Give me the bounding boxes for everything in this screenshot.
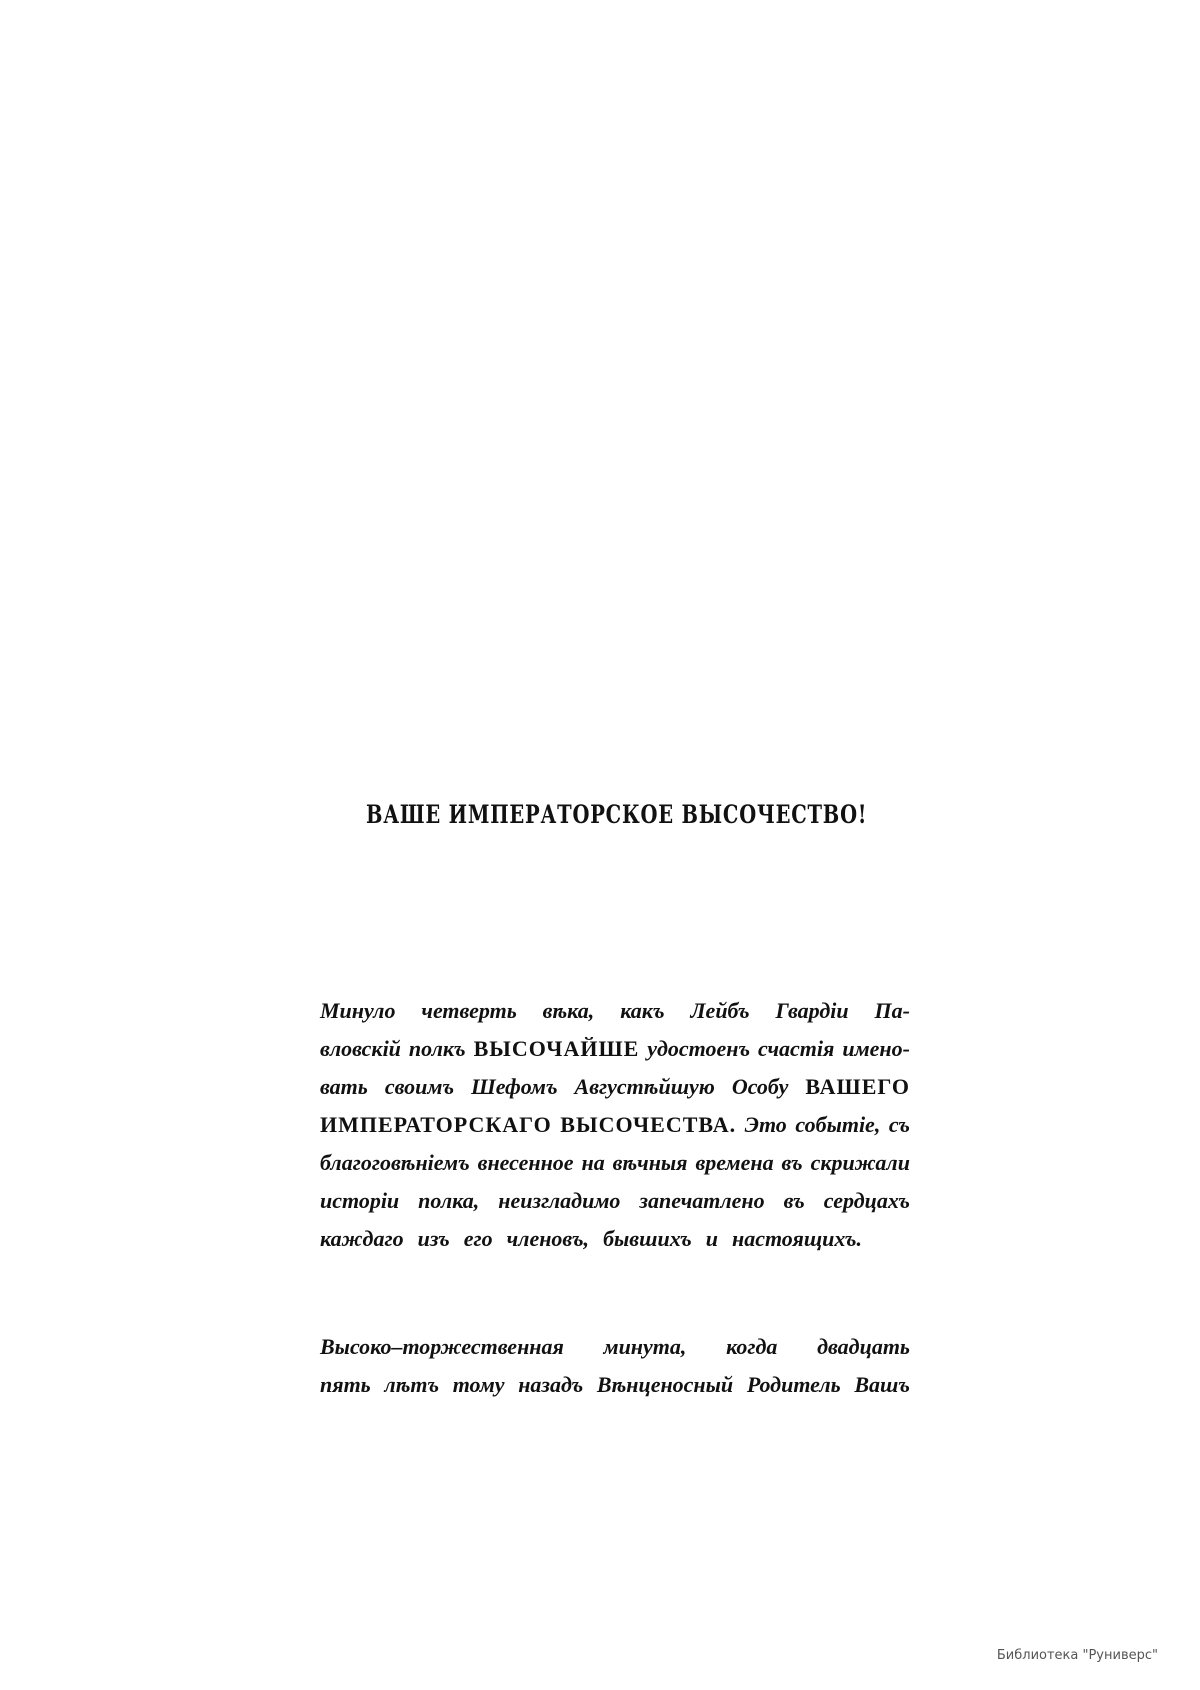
word: назадъ (518, 1372, 584, 1397)
text-line (320, 1328, 910, 1366)
word: членовъ, (506, 1226, 590, 1251)
text-line (320, 1030, 910, 1068)
word: исторіи (320, 1188, 400, 1213)
text-line (320, 992, 910, 1030)
word: ИМПЕРАТОРСКАГО (320, 1112, 552, 1137)
word: ВЫСОЧЕСТВА. (560, 1112, 737, 1137)
word: какъ (620, 998, 665, 1023)
word: Вѣнценосный (596, 1372, 734, 1397)
heading: ВАШЕ ИМПЕРАТОРСКОЕ ВЫСОЧЕСТВО! (366, 800, 868, 829)
word: Августѣйшую (574, 1074, 715, 1099)
word: минута, (603, 1334, 687, 1359)
word: имено- (842, 1036, 910, 1061)
word: внесенное (477, 1150, 574, 1175)
text-line (320, 1220, 910, 1258)
word: пять (320, 1372, 371, 1397)
word: Родитель (746, 1372, 841, 1397)
library-watermark: Библиотека "Руниверс" (996, 1648, 1158, 1663)
word: запечатлено (639, 1188, 765, 1213)
word: на (581, 1150, 605, 1175)
word: бывшихъ (603, 1226, 692, 1251)
word: полкъ (408, 1036, 466, 1061)
word: скрижали (810, 1150, 910, 1175)
word: когда (726, 1334, 778, 1359)
word: ВАШЕГО (805, 1074, 910, 1099)
word: съ (888, 1112, 910, 1137)
word: четверть (421, 998, 517, 1023)
word: событіе, (795, 1112, 881, 1137)
text-line (320, 1068, 910, 1106)
text-line (320, 1106, 910, 1144)
word: Вашъ (854, 1372, 910, 1397)
word: счастія (758, 1036, 835, 1061)
word: его (463, 1226, 493, 1251)
word: времена (695, 1150, 774, 1175)
word: Лейбъ (690, 998, 750, 1023)
text-line (320, 1182, 910, 1220)
paragraph-1 (320, 992, 910, 1258)
word: каждаго (320, 1226, 404, 1251)
word: и (705, 1226, 718, 1251)
word: удостоенъ (647, 1036, 751, 1061)
word: Это (744, 1112, 787, 1137)
word: тому (452, 1372, 505, 1397)
text-line (320, 1366, 910, 1404)
word: благоговѣніемъ (320, 1150, 470, 1175)
word: Минуло (320, 998, 396, 1023)
word: неизгладимо (498, 1188, 621, 1213)
word: Па- (874, 998, 910, 1023)
word: Гвардіи (775, 998, 849, 1023)
word: Высоко–торжественная (320, 1334, 564, 1359)
paragraph-2 (320, 1328, 910, 1404)
word: вѣка, (542, 998, 595, 1023)
word: ВЫСОЧАЙШЕ (473, 1036, 640, 1061)
word: своимъ (384, 1074, 455, 1099)
word: настоящихъ. (732, 1226, 862, 1251)
word: въ (781, 1150, 803, 1175)
word: вловскій (320, 1036, 401, 1061)
text-line (320, 1144, 910, 1182)
word: двадцать (817, 1334, 910, 1359)
word: полка, (418, 1188, 480, 1213)
word: Шефомъ (471, 1074, 558, 1099)
word: изъ (417, 1226, 450, 1251)
word: лѣтъ (384, 1372, 440, 1397)
word: вать (320, 1074, 368, 1099)
word: въ (783, 1188, 805, 1213)
word: Особу (731, 1074, 789, 1099)
word: сердцахъ (823, 1188, 910, 1213)
word: вѣчныя (612, 1150, 688, 1175)
